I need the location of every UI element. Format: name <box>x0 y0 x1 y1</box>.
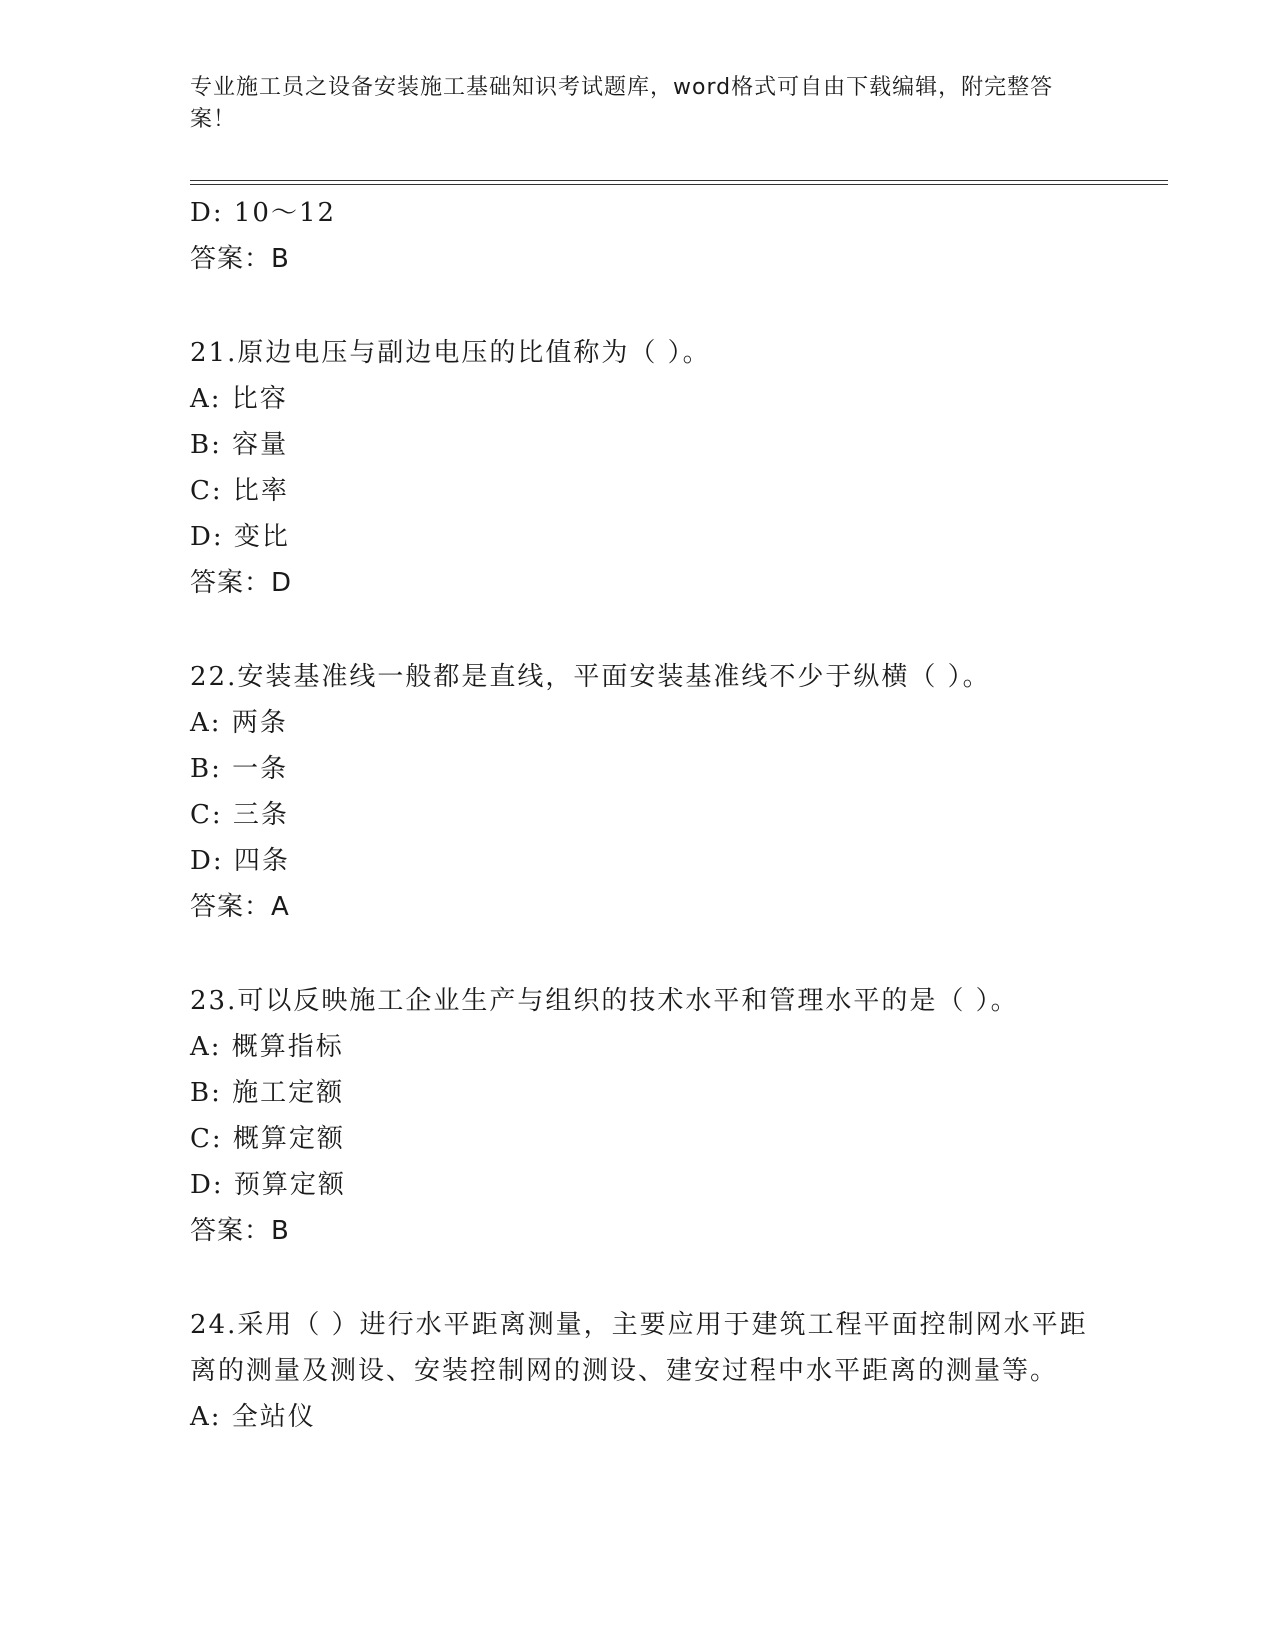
page-header: 专业施工员之设备安装施工基础知识考试题库，word格式可自由下载编辑，附完整答案！ <box>190 75 1054 132</box>
option-d: D: 变比 <box>190 522 290 552</box>
option-c: C: 概算定额 <box>190 1124 345 1154</box>
option-c: C: 三条 <box>190 800 289 830</box>
question-text: 22.安装基准线一般都是直线，平面安装基准线不少于纵横（ ）。 <box>190 662 991 692</box>
prev-answer: 答案：B <box>190 244 290 274</box>
option-a: A: 两条 <box>190 708 288 738</box>
option-d: D: 预算定额 <box>190 1170 346 1200</box>
option-c: C: 比率 <box>190 476 289 506</box>
option-b: B: 一条 <box>190 754 289 784</box>
header-divider-bottom <box>190 184 1168 185</box>
answer: 答案：D <box>190 568 293 598</box>
option-b: B: 施工定额 <box>190 1078 345 1108</box>
option-a: A: 比容 <box>190 384 288 414</box>
prev-option-d: D: 10～12 <box>190 198 337 228</box>
option-a: A: 全站仪 <box>190 1402 316 1432</box>
question-24 <box>190 1302 1090 1440</box>
question-text: 23.可以反映施工企业生产与组织的技术水平和管理水平的是（ ）。 <box>190 986 1019 1016</box>
question-list <box>190 190 1090 1440</box>
question-text: 24.采用（ ）进行水平距离测量，主要应用于建筑工程平面控制网水平距离的测量及测设、安装控制网的测设、建安过程中水平距离的测量等。 <box>190 1310 1088 1386</box>
answer: 答案：A <box>190 892 290 922</box>
option-b: B: 容量 <box>190 430 289 460</box>
option-a: A: 概算指标 <box>190 1032 344 1062</box>
question-22 <box>190 654 1090 930</box>
question-text: 21.原边电压与副边电压的比值称为（ ）。 <box>190 338 711 368</box>
option-d: D: 四条 <box>190 846 290 876</box>
question-23 <box>190 978 1090 1254</box>
answer: 答案：B <box>190 1216 290 1246</box>
question-21 <box>190 330 1090 606</box>
header-divider-top <box>190 180 1168 181</box>
